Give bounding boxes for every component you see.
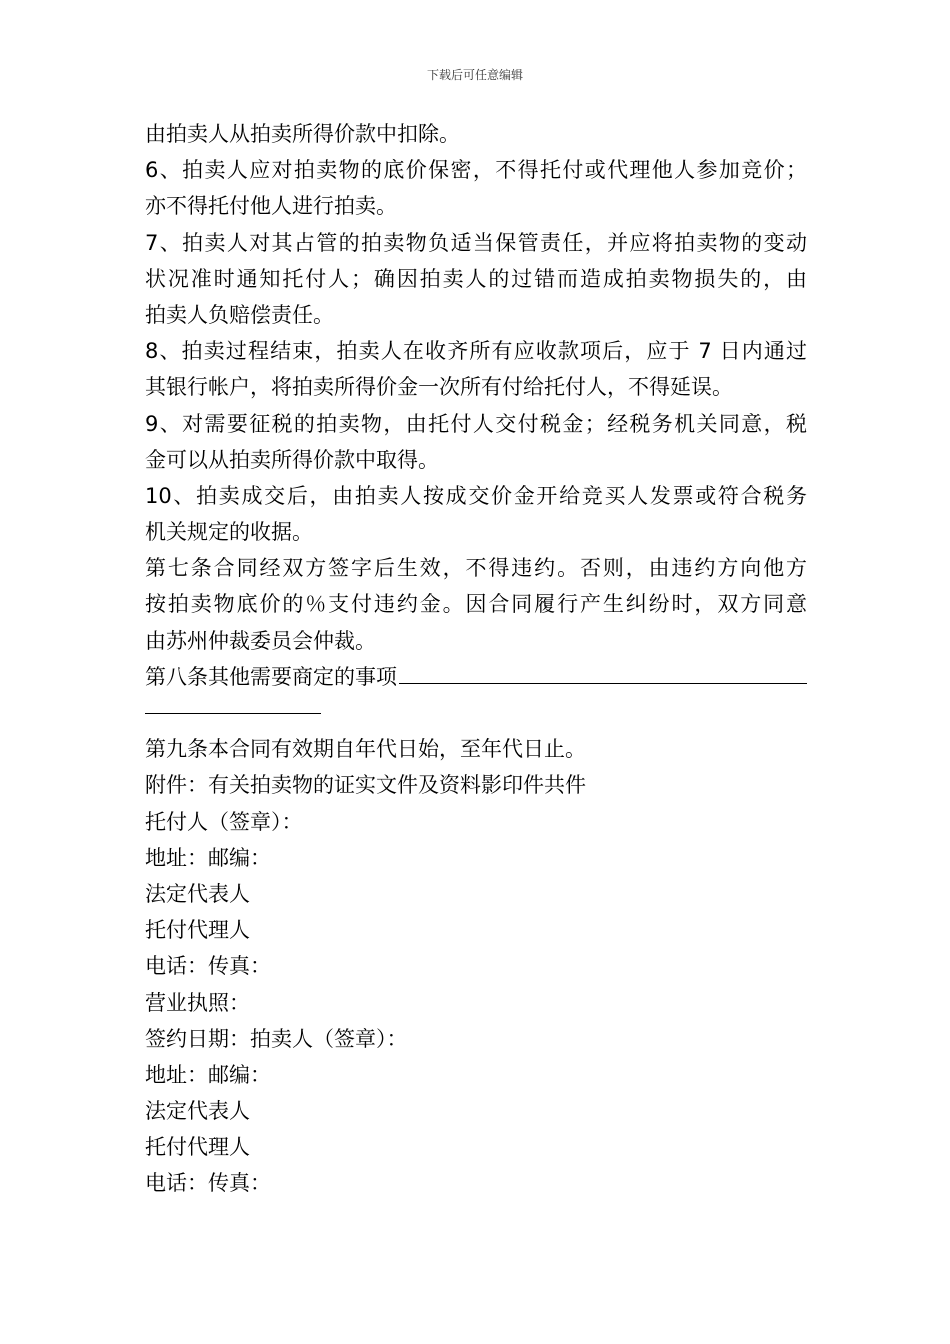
text-line-auctioneer-phone: 电话：传真： — [145, 1171, 271, 1196]
text-line-14: 按拍卖物底价的％支付违约金。因合同履行产生纠纷时，双方同意 — [145, 592, 807, 617]
text-line-sign-date-auctioneer: 签约日期：拍卖人（签章）： — [145, 1026, 408, 1051]
text-line-7: 8、拍卖过程结束，拍卖人在收齐所有应收款项后，应于 7 日内通过 — [145, 339, 807, 364]
text-line-auctioneer-legal-rep: 法定代表人 — [145, 1099, 250, 1124]
article-8-blank-short — [145, 713, 321, 714]
text-line-13: 第七条合同经双方签字后生效，不得违约。否则，由违约方向他方 — [145, 556, 807, 581]
text-line-5: 状况准时通知托付人；确因拍卖人的过错而造成拍卖物损失的，由 — [145, 266, 807, 291]
text-line-consignor-legal-rep: 法定代表人 — [145, 881, 250, 906]
text-line-4: 7、拍卖人对其占管的拍卖物负适当保管责任，并应将拍卖物的变动 — [145, 230, 807, 255]
text-line-11: 10、拍卖成交后，由拍卖人按成交价金开给竞买人发票或符合税务 — [145, 483, 807, 508]
text-line-1: 由拍卖人从拍卖所得价款中扣除。 — [145, 122, 460, 146]
article-8-label: 第八条其他需要商定的事项 — [145, 664, 397, 689]
page-header: 下载后可任意编辑 — [426, 68, 523, 82]
text-line-9: 9、对需要征税的拍卖物，由托付人交付税金；经税务机关同意，税 — [145, 411, 807, 436]
text-line-auctioneer-agent: 托付代理人 — [145, 1135, 250, 1160]
document-body — [145, 116, 807, 1202]
text-line-6: 拍卖人负赔偿责任。 — [145, 302, 334, 327]
article-8-blank-continuation — [145, 695, 807, 731]
text-line-consignor-agent: 托付代理人 — [145, 918, 250, 943]
text-line-attachment: 附件：有关拍卖物的证实文件及资料影印件共件 — [145, 773, 586, 798]
text-line-8: 其银行帐户，将拍卖所得价金一次所有付给托付人，不得延误。 — [145, 375, 733, 400]
article-8-blank — [399, 659, 807, 684]
text-line-10: 金可以从拍卖所得价款中取得。 — [145, 447, 439, 472]
text-line-15: 由苏州仲裁委员会仲裁。 — [145, 628, 376, 653]
text-line-12: 机关规定的收据。 — [145, 520, 313, 545]
article-8-line — [145, 659, 807, 695]
text-line-consignor-phone: 电话：传真： — [145, 954, 271, 979]
text-line-3: 亦不得托付他人进行拍卖。 — [145, 194, 397, 219]
text-line-auctioneer-address: 地址：邮编： — [145, 1062, 271, 1087]
text-line-business-license: 营业执照： — [145, 990, 250, 1015]
text-line-2: 6、拍卖人应对拍卖物的底价保密，不得托付或代理他人参加竞价； — [145, 158, 807, 183]
text-line-article-9: 第九条本合同有效期自年代日始，至年代日止。 — [145, 737, 586, 762]
text-line-consignor-sign: 托付人（签章）： — [145, 809, 303, 834]
text-line-consignor-address: 地址：邮编： — [145, 845, 271, 870]
